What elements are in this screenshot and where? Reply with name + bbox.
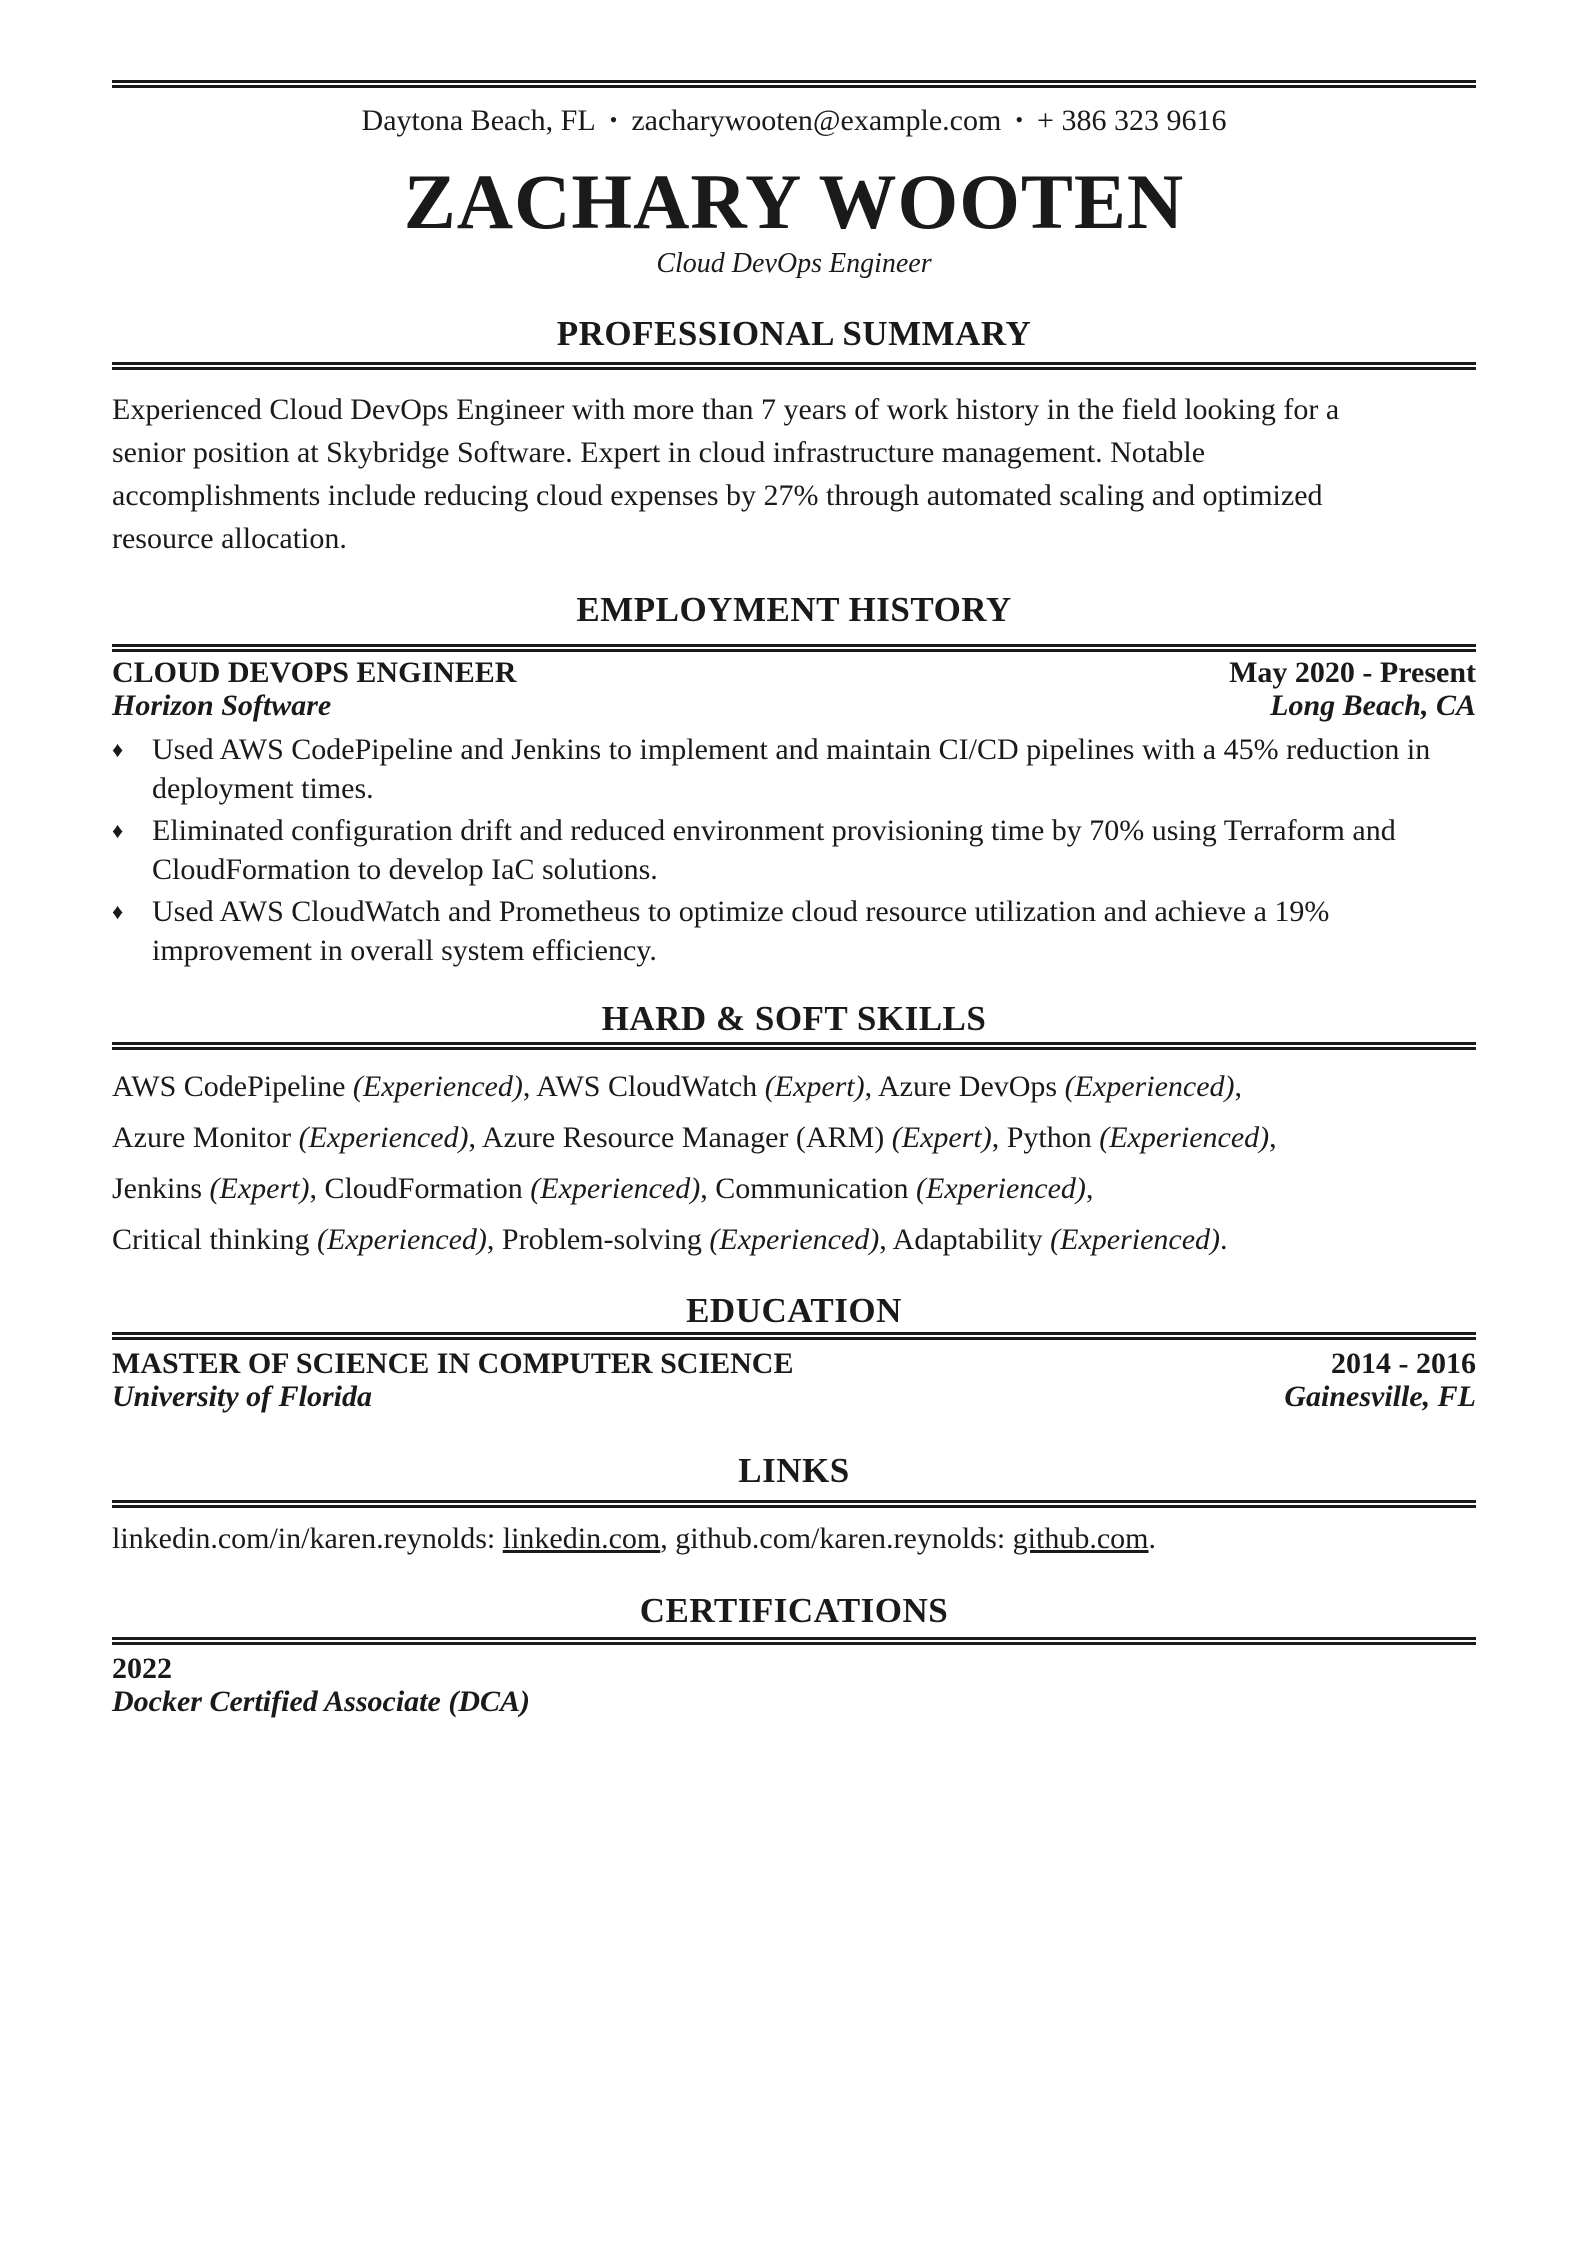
skill-name: Communication: [715, 1172, 909, 1205]
section-divider: [112, 1500, 1476, 1508]
school: University of Florida: [112, 1380, 372, 1413]
skill-level: (Experienced): [1099, 1121, 1270, 1154]
skill-name: Jenkins: [112, 1172, 202, 1205]
bullet-text: Used AWS CodePipeline and Jenkins to implement and maintain CI/CD pipelines with a 45% reduction in deployment times.: [152, 733, 1431, 805]
list-item: [112, 892, 1452, 970]
education-location: Gainesville, FL: [1284, 1380, 1476, 1413]
section-heading-summary: PROFESSIONAL SUMMARY: [556, 314, 1032, 353]
education-subheader-row: [112, 1380, 1476, 1413]
skill-name: Adaptability: [892, 1223, 1043, 1256]
section-heading-employment: EMPLOYMENT HISTORY: [576, 590, 1012, 629]
section-divider: [112, 1332, 1476, 1340]
education-entry: [112, 1347, 1476, 1413]
section-heading-skills: HARD & SOFT SKILLS: [601, 999, 987, 1038]
job-dates: May 2020 - Present: [1229, 656, 1476, 689]
degree: MASTER OF SCIENCE IN COMPUTER SCIENCE: [112, 1347, 794, 1380]
job-bullets: [112, 730, 1452, 970]
diamond-bullet-icon: ♦: [112, 899, 124, 924]
section-divider: [112, 1042, 1476, 1050]
summary-line: resource allocation.: [112, 522, 347, 555]
summary-line: accomplishments include reducing cloud expenses by 27% through automated scaling and optimized: [112, 479, 1323, 512]
job-subheader-row: [112, 689, 1476, 722]
job-title: CLOUD DEVOPS ENGINEER: [112, 656, 517, 689]
skill-level: (Experienced): [916, 1172, 1086, 1205]
skill-level: (Experienced): [316, 1223, 487, 1256]
contact-line: [112, 100, 1476, 141]
candidate-name: ZACHARY WOOTEN: [403, 158, 1185, 245]
link-label: linkedin.com/in/karen.reynolds:: [112, 1522, 496, 1555]
job-location: Long Beach, CA: [1270, 689, 1476, 722]
link-label: github.com/karen.reynolds:: [675, 1522, 1006, 1555]
skill-name: Azure Resource Manager (ARM): [481, 1121, 885, 1154]
job-header-row: [112, 656, 1476, 689]
github-link[interactable]: github.com: [1012, 1522, 1149, 1555]
certification-name-row: [112, 1685, 1476, 1718]
skills-line: Azure Monitor (Experienced), Azure Resource Manager (ARM) (Expert), Python (Experienced),: [112, 1121, 1277, 1154]
links-line: linkedin.com/in/karen.reynolds: linkedin.com, github.com/karen.reynolds: github.com.: [112, 1522, 1156, 1555]
section-heading-education: EDUCATION: [686, 1291, 902, 1330]
section-heading-links: LINKS: [738, 1451, 850, 1490]
certification-year: 2022: [112, 1652, 172, 1685]
list-item: [112, 811, 1452, 889]
skill-level: (Experienced): [298, 1121, 469, 1154]
skill-level: (Expert): [209, 1172, 310, 1205]
contact-location: Daytona Beach, FL: [361, 104, 596, 137]
skill-level: (Expert): [891, 1121, 992, 1154]
skill-level: (Expert): [764, 1070, 865, 1103]
contact-email[interactable]: zacharywooten@example.com: [631, 104, 1002, 137]
bullet-text: Eliminated configuration drift and reduced environment provisioning time by 70% using Terraform and CloudFormation to develop IaC solutions.: [152, 814, 1396, 886]
skill-name: Azure DevOps: [878, 1070, 1058, 1103]
education-header-row: [112, 1347, 1476, 1380]
candidate-title: Cloud DevOps Engineer: [656, 248, 932, 279]
top-divider: [112, 80, 1476, 88]
skill-name: AWS CloudWatch: [536, 1070, 758, 1103]
linkedin-link[interactable]: linkedin.com: [502, 1522, 661, 1555]
diamond-bullet-icon: ♦: [112, 737, 124, 762]
skill-level: (Experienced): [352, 1070, 523, 1103]
skill-name: AWS CodePipeline: [112, 1070, 346, 1103]
skill-level: (Experienced): [1050, 1223, 1221, 1256]
skill-name: Azure Monitor: [112, 1121, 292, 1154]
section-divider: [112, 644, 1476, 652]
summary-line: Experienced Cloud DevOps Engineer with more than 7 years of work history in the field looking for a: [112, 393, 1340, 426]
diamond-bullet-icon: ♦: [112, 818, 124, 843]
certification-entry: [112, 1652, 1476, 1718]
skills-list: [112, 1061, 1476, 1265]
job-entry: [112, 656, 1476, 973]
skill-level: (Experienced): [530, 1172, 701, 1205]
job-company: Horizon Software: [112, 689, 332, 722]
skills-line: AWS CodePipeline (Experienced), AWS CloudWatch (Expert), Azure DevOps (Experienced),: [112, 1070, 1243, 1103]
skills-line: Jenkins (Expert), CloudFormation (Experienced), Communication (Experienced),: [112, 1172, 1094, 1205]
certification-year-row: [112, 1652, 1476, 1685]
skill-name: Critical thinking: [112, 1223, 310, 1256]
certification-name: Docker Certified Associate (DCA): [112, 1685, 530, 1718]
skill-level: (Experienced): [709, 1223, 880, 1256]
list-item: [112, 730, 1452, 808]
skills-line: Critical thinking (Experienced), Problem-solving (Experienced), Adaptability (Experienced).: [112, 1223, 1228, 1256]
skill-name: Python: [1006, 1121, 1092, 1154]
section-divider: [112, 1637, 1476, 1645]
summary-text: [112, 388, 1476, 560]
separator-dot-icon: •: [609, 107, 618, 132]
summary-line: senior position at Skybridge Software. Expert in cloud infrastructure management. Notable: [112, 436, 1206, 469]
skill-level: (Experienced): [1064, 1070, 1235, 1103]
contact-phone[interactable]: + 386 323 9616: [1037, 104, 1227, 137]
bullet-text: Used AWS CloudWatch and Prometheus to optimize cloud resource utilization and achieve a 19% improvement in overall system efficiency.: [152, 895, 1330, 967]
education-dates: 2014 - 2016: [1331, 1347, 1476, 1380]
separator-dot-icon: •: [1015, 107, 1024, 132]
section-heading-certifications: CERTIFICATIONS: [639, 1591, 949, 1630]
skill-name: Problem-solving: [501, 1223, 702, 1256]
section-divider: [112, 362, 1476, 370]
skill-name: CloudFormation: [324, 1172, 523, 1205]
